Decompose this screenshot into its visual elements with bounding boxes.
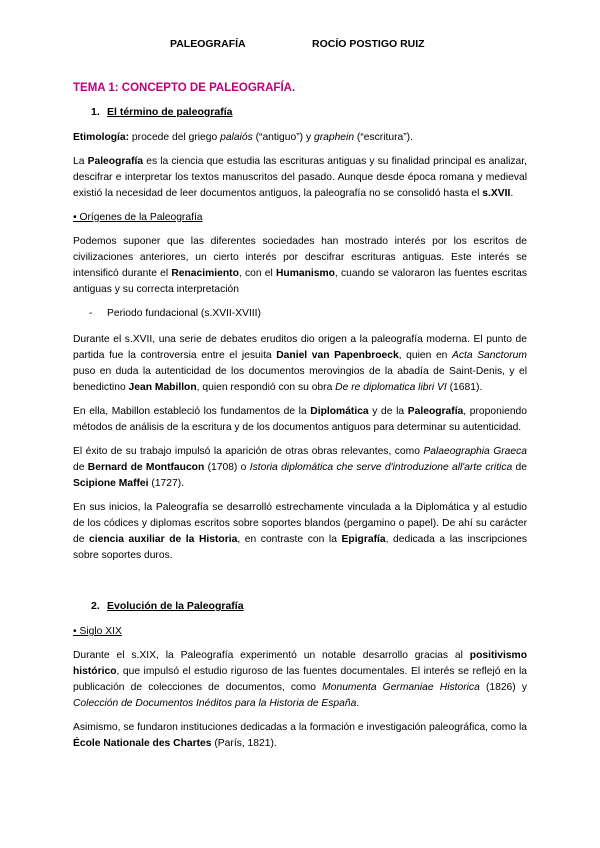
bold-term: Diplomática bbox=[310, 406, 369, 417]
chapter-title: TEMA 1: CONCEPTO DE PALEOGRAFÍA. bbox=[73, 82, 296, 94]
text-run: puso en duda la autenticidad de los documentos merovingios de la abadía de Saint-Denis, y el benedictino bbox=[73, 366, 527, 393]
section-title: El término de paleografía bbox=[107, 106, 233, 118]
auxiliary-science-paragraph bbox=[73, 500, 527, 564]
text-run: y de la bbox=[368, 406, 408, 417]
text-run: , cuando se valoraron las fuentes escritas antiguas y su correcta interpretación bbox=[73, 268, 527, 295]
text-run: En sus inicios, la Paleografía se desarrolló estrechamente vinculada a la Diplomática y al estudio de los códices y diplomas escritos sobre soportes blandos (pergamino o papel). De ahí su carácter de bbox=[73, 502, 527, 545]
positivism-paragraph bbox=[73, 648, 527, 712]
text-run: En ella, Mabillon estableció los fundamentos de la bbox=[73, 406, 311, 417]
dash-list-item bbox=[89, 306, 527, 322]
section-number: 1. bbox=[91, 106, 100, 118]
greek-term: palaiós bbox=[220, 132, 253, 143]
bold-term: ciencia auxiliar de la Historia bbox=[89, 534, 238, 545]
subheading-origins: • Orígenes de la Paleografía bbox=[73, 212, 203, 223]
bold-term: Jean Mabillon bbox=[128, 382, 197, 393]
bold-term: Bernard de Montfaucon bbox=[87, 462, 205, 473]
section-heading-2 bbox=[91, 598, 527, 614]
etymology-label: Etimología: bbox=[73, 132, 130, 143]
section-number: 2. bbox=[91, 600, 100, 612]
text-run: (1681). bbox=[446, 382, 483, 393]
text-run: La bbox=[73, 156, 88, 167]
text-run: (1708) o bbox=[204, 462, 250, 473]
mabillon-paragraph bbox=[73, 404, 527, 436]
text-run: , quien respondió con su obra bbox=[196, 382, 336, 393]
text-run: (1727). bbox=[148, 478, 185, 489]
text-run: Podemos suponer que las diferentes sociedades han mostrado interés por los escritos de civilizaciones anteriores, un cierto interés por descifrar escrituras antiguas. Este interés se intensificó durante el bbox=[73, 236, 527, 279]
text-run: , que impulsó el estudio riguroso de las fuentes documentales. El interés se reflejó en la publicación de colecciones de documentos, como bbox=[73, 666, 527, 693]
text-run: , dedicada a las inscripciones sobre soportes duros. bbox=[73, 534, 527, 561]
bold-term: s.XVII bbox=[482, 188, 511, 199]
text-run: procede del griego bbox=[129, 132, 221, 143]
text-run: , en contraste con la bbox=[237, 534, 342, 545]
text-run: (París, 1821). bbox=[211, 738, 277, 749]
italic-title: Acta Sanctorum bbox=[452, 350, 527, 361]
header-subject: PALEOGRAFÍA bbox=[170, 38, 246, 50]
bold-term: Paleografía bbox=[87, 156, 144, 167]
subheading-19th-century: • Siglo XIX bbox=[73, 626, 122, 637]
bold-term: École Nationale des Chartes bbox=[73, 738, 212, 749]
bold-term: Paleografía bbox=[407, 406, 464, 417]
bold-term: Renacimiento bbox=[171, 268, 239, 279]
header-author: ROCÍO POSTIGO RUIZ bbox=[312, 38, 425, 50]
dash-item-text: Periodo fundacional (s.XVII-XVIII) bbox=[107, 308, 261, 319]
text-run: Durante el s.XVII, una serie de debates eruditos dio origen a la paleografía moderna. El punto de partida fue la controversia entre el jesuita bbox=[73, 334, 527, 361]
foundational-paragraph bbox=[73, 332, 527, 396]
text-run: de bbox=[73, 462, 88, 473]
dash-marker: - bbox=[89, 308, 93, 319]
origins-paragraph bbox=[73, 234, 527, 298]
italic-title: De re diplomatica libri VI bbox=[335, 382, 447, 393]
italic-title: Monumenta Germaniae Historica bbox=[322, 682, 480, 693]
text-run: . bbox=[510, 188, 514, 199]
text-run: es la ciencia que estudia las escrituras antiguas y su finalidad principal es analizar, descifrar e interpretar los textos manuscritos del pasado. Aunque desde época romana y medieval existió la necesidad de leer documentos antiguos, la paleografía no se consolidó hasta el bbox=[73, 156, 527, 199]
text-run: El éxito de su trabajo impulsó la aparición de otras obras relevantes, como bbox=[73, 446, 424, 457]
definition-paragraph bbox=[73, 154, 527, 202]
document-body bbox=[73, 80, 527, 760]
bold-term: Humanismo bbox=[275, 268, 335, 279]
text-run: (1826) y bbox=[479, 682, 527, 693]
text-run: Asimismo, se fundaron instituciones dedicadas a la formación e investigación paleográfica, como la bbox=[73, 722, 527, 733]
greek-term: graphein bbox=[313, 132, 355, 143]
text-run: , con el bbox=[238, 268, 276, 279]
bold-term: Daniel van Papenbroeck bbox=[276, 350, 399, 361]
page-header bbox=[0, 38, 600, 52]
institutions-paragraph bbox=[73, 720, 527, 752]
section-heading-1 bbox=[91, 104, 527, 120]
etymology-paragraph bbox=[73, 130, 527, 146]
text-run: , proponiendo métodos de análisis de la escritura y de los documentos antiguos para determinar su autenticidad. bbox=[73, 406, 528, 433]
text-run: , quien en bbox=[398, 350, 452, 361]
text-run: . bbox=[356, 698, 360, 709]
section-title: Evolución de la Paleografía bbox=[107, 600, 244, 612]
bold-term: Scipione Maffei bbox=[73, 478, 149, 489]
bold-term: Epigrafía bbox=[341, 534, 386, 545]
section-spacer bbox=[73, 572, 527, 598]
text-run: (“escritura”). bbox=[354, 132, 413, 143]
italic-title: Istoria diplomática che serve d'introduzione all'arte critica bbox=[249, 462, 513, 473]
italic-title: Palaeographia Graeca bbox=[423, 446, 527, 457]
works-paragraph bbox=[73, 444, 527, 492]
bold-term: positivismo histórico bbox=[73, 650, 527, 677]
text-run: Durante el s.XIX, la Paleografía experimentó un notable desarrollo gracias al bbox=[73, 650, 470, 661]
italic-title: Colección de Documentos Inéditos para la Historia de España bbox=[73, 698, 357, 709]
text-run: (“antiguo”) y bbox=[252, 132, 314, 143]
text-run: de bbox=[512, 462, 528, 473]
